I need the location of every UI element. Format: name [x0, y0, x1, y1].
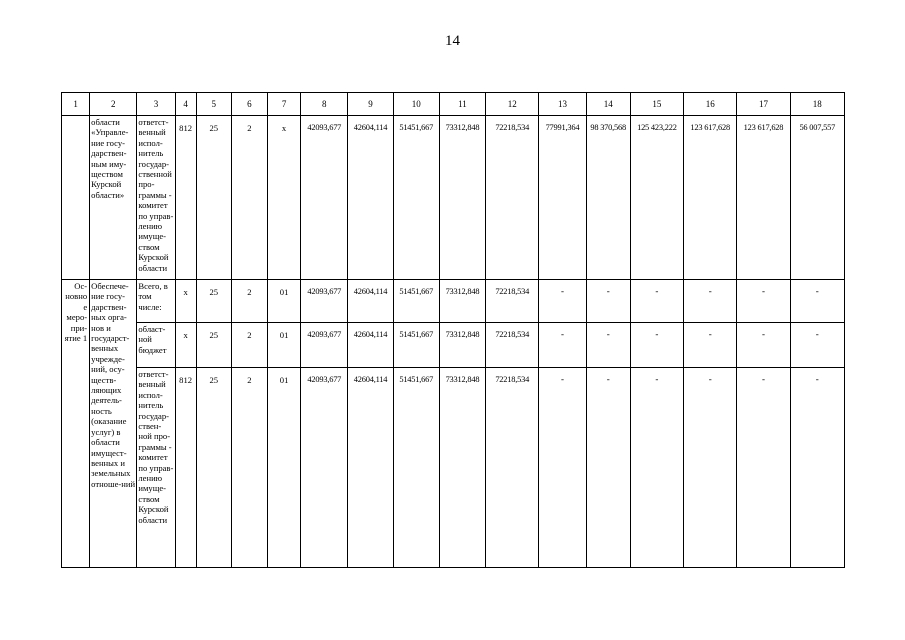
value-cell: -	[737, 323, 790, 368]
executor-cell: област-ной бюджет	[137, 323, 175, 368]
value-cell: -	[630, 280, 683, 323]
table-cell: х	[175, 323, 196, 368]
header-cell: 12	[486, 93, 539, 116]
header-cell: 7	[268, 93, 301, 116]
value-cell: -	[586, 280, 630, 323]
table-cell: 2	[231, 116, 267, 280]
header-cell: 8	[301, 93, 348, 116]
value-cell: -	[539, 323, 586, 368]
value-cell: -	[684, 368, 737, 568]
value-cell: -	[684, 280, 737, 323]
value-cell: 42604,114	[348, 116, 393, 280]
value-cell: 56 007,557	[790, 116, 844, 280]
value-cell: 73312,848	[439, 368, 485, 568]
table-cell: 01	[268, 323, 301, 368]
header-cell: 10	[393, 93, 439, 116]
table-cell: х	[175, 280, 196, 323]
value-cell: 51451,667	[393, 116, 439, 280]
header-cell: 17	[737, 93, 790, 116]
value-cell: -	[790, 368, 844, 568]
value-cell: 73312,848	[439, 280, 485, 323]
table-row	[62, 323, 845, 368]
value-cell: -	[539, 368, 586, 568]
table-cell: 2	[231, 323, 267, 368]
value-cell: 42604,114	[348, 368, 393, 568]
program-name-cell: области «Управле-ние госу-дарствен-ным иму-ществом Курской области»	[90, 116, 137, 280]
activity-name-cell: Обеспече-ние госу-дарствен-ных орга-нов и государст-венных учрежде-ний, осу-ществ-ляющих деятель-ность (оказание услуг) в области имущест-венных и земельных отноше-ний	[90, 280, 137, 568]
value-cell: 51451,667	[393, 368, 439, 568]
header-cell: 16	[684, 93, 737, 116]
header-cell: 11	[439, 93, 485, 116]
budget-table	[61, 92, 845, 568]
value-cell: -	[539, 280, 586, 323]
header-cell: 4	[175, 93, 196, 116]
value-cell: 73312,848	[439, 116, 485, 280]
value-cell: 42093,677	[301, 280, 348, 323]
table-cell: 812	[175, 116, 196, 280]
table-cell	[62, 116, 90, 280]
table-cell: 25	[196, 116, 231, 280]
table-cell: х	[268, 116, 301, 280]
table-row	[62, 368, 845, 568]
table-cell: 2	[231, 368, 267, 568]
header-cell: 14	[586, 93, 630, 116]
value-cell: 125 423,222	[630, 116, 683, 280]
executor-cell: Всего, в том числе:	[137, 280, 175, 323]
value-cell: 72218,534	[486, 323, 539, 368]
table-row	[62, 116, 845, 280]
value-cell: 51451,667	[393, 280, 439, 323]
header-cell: 18	[790, 93, 844, 116]
value-cell: -	[586, 368, 630, 568]
header-cell: 9	[348, 93, 393, 116]
value-cell: 42093,677	[301, 323, 348, 368]
header-cell: 2	[90, 93, 137, 116]
value-cell: -	[684, 323, 737, 368]
value-cell: 42093,677	[301, 116, 348, 280]
value-cell: 42604,114	[348, 323, 393, 368]
value-cell: -	[737, 368, 790, 568]
value-cell: 42604,114	[348, 280, 393, 323]
value-cell: 123 617,628	[684, 116, 737, 280]
value-cell: -	[737, 280, 790, 323]
table-cell: 2	[231, 280, 267, 323]
value-cell: 51451,667	[393, 323, 439, 368]
value-cell: 98 370,568	[586, 116, 630, 280]
table-cell: 812	[175, 368, 196, 568]
value-cell: 123 617,628	[737, 116, 790, 280]
table-cell: 25	[196, 323, 231, 368]
value-cell: 42093,677	[301, 368, 348, 568]
header-row	[62, 93, 845, 116]
header-cell: 13	[539, 93, 586, 116]
executor-cell: ответст-венный испол-нитель государ-ственной про-граммы - комитет по управ-лению имуще-ством Курской области	[137, 116, 175, 280]
value-cell: 72218,534	[486, 116, 539, 280]
value-cell: 72218,534	[486, 368, 539, 568]
value-cell: 73312,848	[439, 323, 485, 368]
value-cell: -	[790, 323, 844, 368]
value-cell: 77991,364	[539, 116, 586, 280]
value-cell: -	[630, 368, 683, 568]
activity-label-cell: Ос-новное меро-при-ятие 1	[62, 280, 90, 568]
table-cell: 25	[196, 280, 231, 323]
header-cell: 6	[231, 93, 267, 116]
executor-cell: ответст-венный испол-нитель государ-ствен-ной про-граммы - комитет по управ-лению имуще-ством Курской области	[137, 368, 175, 568]
value-cell: -	[790, 280, 844, 323]
header-cell: 5	[196, 93, 231, 116]
table-cell: 01	[268, 368, 301, 568]
table-cell: 25	[196, 368, 231, 568]
table-cell: 01	[268, 280, 301, 323]
table-row	[62, 280, 845, 323]
value-cell: -	[586, 323, 630, 368]
header-cell: 1	[62, 93, 90, 116]
value-cell: -	[630, 323, 683, 368]
page-number: 14	[445, 33, 460, 49]
header-cell: 3	[137, 93, 175, 116]
value-cell: 72218,534	[486, 280, 539, 323]
header-cell: 15	[630, 93, 683, 116]
